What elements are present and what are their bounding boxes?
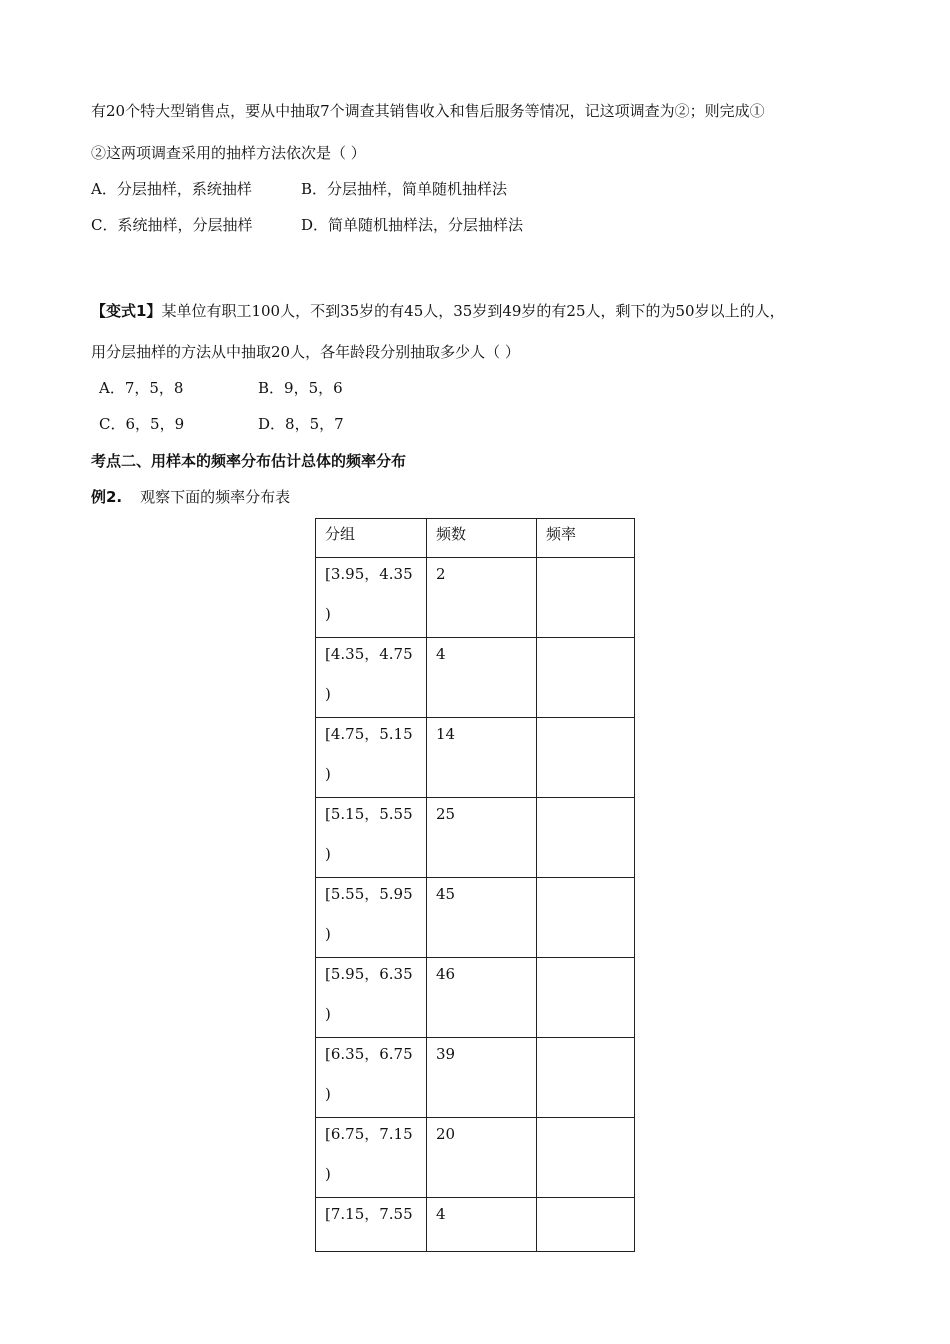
header-frequency: 频率 (537, 519, 635, 558)
group-cell: [3.95，4.35 ) (316, 558, 427, 638)
count-cell: 4 (427, 638, 537, 718)
table-row (316, 718, 635, 798)
example-2-line (91, 487, 290, 507)
count-cell: 14 (427, 718, 537, 798)
table-row (316, 798, 635, 878)
q1-text-line-2: ②这两项调查采用的抽样方法依次是（ ） (91, 144, 366, 162)
table-header-row (316, 519, 635, 558)
frequency-table (315, 518, 635, 1252)
variant1-option-d: D．8，5，7 (258, 415, 344, 433)
q1-option-d: D．简单随机抽样法，分层抽样法 (301, 216, 524, 234)
frequency-cell (537, 798, 635, 878)
table-row (316, 1038, 635, 1118)
table-row (316, 878, 635, 958)
header-group: 分组 (316, 519, 427, 558)
group-cell: [7.15，7.55 (316, 1198, 427, 1252)
group-cell: [5.95，6.35 ) (316, 958, 427, 1038)
variant1-option-a: A．7，5，8 (99, 379, 184, 397)
variant1-option-b: B．9，5，6 (258, 379, 343, 397)
q1-text-line-1: 有20个特大型销售点，要从中抽取7个调查其销售收入和售后服务等情况，记这项调查为②；则完成① (91, 102, 765, 120)
q1-option-c: C．系统抽样，分层抽样 (91, 216, 253, 234)
count-cell: 46 (427, 958, 537, 1038)
group-cell: [4.75，5.15 ) (316, 718, 427, 798)
group-cell: [5.15，5.55 ) (316, 798, 427, 878)
table-row (316, 638, 635, 718)
header-count: 频数 (427, 519, 537, 558)
table-row (316, 558, 635, 638)
count-cell: 4 (427, 1198, 537, 1252)
frequency-cell (537, 1118, 635, 1198)
count-cell: 39 (427, 1038, 537, 1118)
frequency-cell (537, 1038, 635, 1118)
q1-option-b: B．分层抽样，简单随机抽样法 (301, 180, 508, 198)
frequency-cell (537, 1198, 635, 1252)
table-row (316, 958, 635, 1038)
frequency-cell (537, 878, 635, 958)
example-2-label: 例2. (91, 488, 123, 506)
group-cell: [5.55，5.95 ) (316, 878, 427, 958)
frequency-cell (537, 958, 635, 1038)
frequency-cell (537, 558, 635, 638)
count-cell: 2 (427, 558, 537, 638)
variant1-text: 某单位有职工100人，不到35岁的有45人，35岁到49岁的有25人，剩下的为50岁以上的人， (161, 302, 785, 320)
variant1-line-1 (91, 301, 785, 321)
frequency-cell (537, 718, 635, 798)
group-cell: [6.35，6.75 ) (316, 1038, 427, 1118)
group-cell: [6.75，7.15 ) (316, 1118, 427, 1198)
count-cell: 25 (427, 798, 537, 878)
variant1-tag: 【变式1】 (91, 302, 162, 320)
count-cell: 45 (427, 878, 537, 958)
group-cell: [4.35，4.75 ) (316, 638, 427, 718)
q1-option-a: A．分层抽样，系统抽样 (91, 180, 252, 198)
frequency-cell (537, 638, 635, 718)
variant1-option-c: C．6，5，9 (99, 415, 185, 433)
count-cell: 20 (427, 1118, 537, 1198)
example-2-text: 观察下面的频率分布表 (140, 488, 291, 506)
table-row (316, 1118, 635, 1198)
variant1-line-2: 用分层抽样的方法从中抽取20人，各年龄段分别抽取多少人（ ） (91, 343, 520, 361)
table-row (316, 1198, 635, 1252)
section-2-title: 考点二、用样本的频率分布估计总体的频率分布 (91, 452, 407, 470)
